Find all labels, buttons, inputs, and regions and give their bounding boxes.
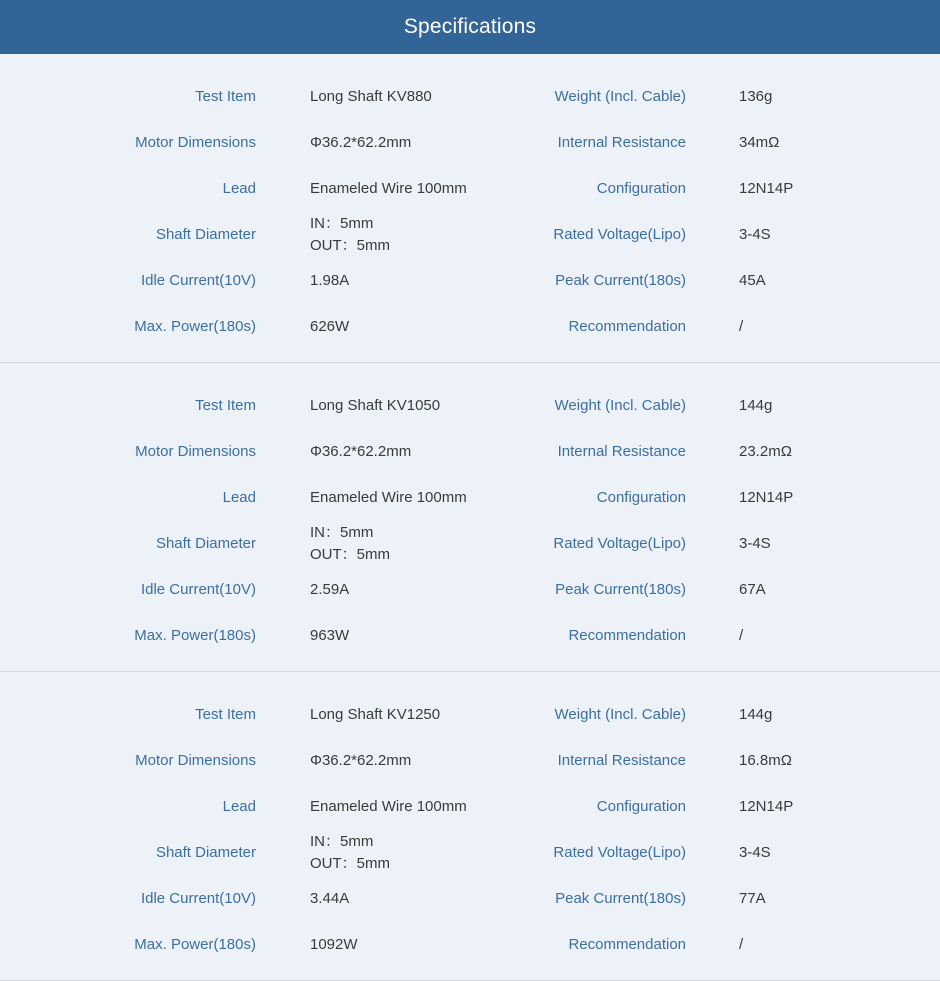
spec-value-line: 626W bbox=[310, 318, 350, 335]
spec-value: 23.2mΩ bbox=[739, 443, 792, 460]
spec-value-line: 3.44A bbox=[310, 890, 350, 907]
spec-label: Configuration bbox=[596, 180, 686, 197]
spec-section bbox=[0, 54, 940, 363]
spec-label: Internal Resistance bbox=[557, 443, 686, 460]
spec-value: 12N14P bbox=[739, 489, 794, 506]
spec-label: Test Item bbox=[195, 706, 256, 723]
spec-label: Idle Current(10V) bbox=[140, 581, 256, 598]
spec-label: Lead bbox=[222, 798, 256, 815]
spec-value-line: IN：5mm bbox=[310, 833, 374, 850]
spec-label: Shaft Diameter bbox=[155, 844, 256, 861]
spec-label: Idle Current(10V) bbox=[140, 890, 256, 907]
spec-value-line: 1.98A bbox=[310, 272, 350, 289]
spec-row bbox=[0, 475, 940, 521]
spec-label: Max. Power(180s) bbox=[134, 936, 256, 953]
spec-value-line: OUT：5mm bbox=[310, 546, 390, 563]
spec-value-line: Φ36.2*62.2mm bbox=[310, 752, 412, 769]
spec-row bbox=[0, 212, 940, 258]
spec-row bbox=[0, 166, 940, 212]
spec-row bbox=[0, 521, 940, 567]
spec-value: 34mΩ bbox=[739, 134, 780, 151]
spec-row bbox=[0, 304, 940, 350]
spec-row bbox=[0, 738, 940, 784]
spec-value-line: Enameled Wire 100mm bbox=[310, 489, 467, 506]
spec-section bbox=[0, 672, 940, 981]
spec-row bbox=[0, 429, 940, 475]
spec-value-line: OUT：5mm bbox=[310, 855, 390, 872]
spec-value-line: 1092W bbox=[310, 936, 358, 953]
spec-label: Configuration bbox=[596, 489, 686, 506]
spec-label: Recommendation bbox=[568, 936, 686, 953]
spec-label: Motor Dimensions bbox=[135, 134, 256, 151]
spec-value: / bbox=[739, 627, 744, 644]
spec-value: 16.8mΩ bbox=[739, 752, 792, 769]
spec-row bbox=[0, 784, 940, 830]
spec-label: Weight (Incl. Cable) bbox=[554, 397, 686, 414]
spec-value-line: IN：5mm bbox=[310, 524, 374, 541]
spec-label: Recommendation bbox=[568, 318, 686, 335]
spec-label: Rated Voltage(Lipo) bbox=[553, 844, 686, 861]
spec-label: Max. Power(180s) bbox=[134, 318, 256, 335]
spec-value-line: Long Shaft KV1250 bbox=[310, 706, 441, 723]
spec-label: Internal Resistance bbox=[557, 134, 686, 151]
spec-value: / bbox=[739, 318, 744, 335]
specifications-header bbox=[0, 0, 940, 54]
spec-value-line: OUT：5mm bbox=[310, 237, 390, 254]
spec-row bbox=[0, 383, 940, 429]
spec-value-line: 963W bbox=[310, 627, 350, 644]
spec-value-line: Enameled Wire 100mm bbox=[310, 798, 467, 815]
spec-value-line: Φ36.2*62.2mm bbox=[310, 134, 412, 151]
spec-value-line: Φ36.2*62.2mm bbox=[310, 443, 412, 460]
spec-value: 12N14P bbox=[739, 798, 794, 815]
spec-row bbox=[0, 692, 940, 738]
spec-row bbox=[0, 922, 940, 968]
spec-label: Motor Dimensions bbox=[135, 443, 256, 460]
spec-label: Rated Voltage(Lipo) bbox=[553, 226, 686, 243]
spec-label: Max. Power(180s) bbox=[134, 627, 256, 644]
spec-label: Test Item bbox=[195, 88, 256, 105]
spec-label: Internal Resistance bbox=[557, 752, 686, 769]
spec-value: 3-4S bbox=[739, 535, 771, 552]
spec-label: Test Item bbox=[195, 397, 256, 414]
spec-value-line: Long Shaft KV880 bbox=[310, 88, 432, 105]
spec-label: Peak Current(180s) bbox=[555, 890, 686, 907]
spec-value: 3-4S bbox=[739, 844, 771, 861]
spec-row bbox=[0, 120, 940, 166]
spec-label: Idle Current(10V) bbox=[140, 272, 256, 289]
spec-label: Motor Dimensions bbox=[135, 752, 256, 769]
spec-value-line: Enameled Wire 100mm bbox=[310, 180, 467, 197]
spec-label: Recommendation bbox=[568, 627, 686, 644]
spec-row bbox=[0, 567, 940, 613]
spec-value-line: Long Shaft KV1050 bbox=[310, 397, 441, 414]
spec-label: Peak Current(180s) bbox=[555, 272, 686, 289]
spec-label: Lead bbox=[222, 489, 256, 506]
spec-value-line: 2.59A bbox=[310, 581, 350, 598]
spec-value: 67A bbox=[739, 581, 766, 598]
page-title: Specifications bbox=[403, 15, 537, 38]
spec-label: Peak Current(180s) bbox=[555, 581, 686, 598]
spec-value: 12N14P bbox=[739, 180, 794, 197]
spec-label: Weight (Incl. Cable) bbox=[554, 706, 686, 723]
spec-value: 77A bbox=[739, 890, 766, 907]
spec-value: / bbox=[739, 936, 744, 953]
spec-label: Shaft Diameter bbox=[155, 535, 256, 552]
spec-label: Rated Voltage(Lipo) bbox=[553, 535, 686, 552]
spec-row bbox=[0, 74, 940, 120]
spec-value: 45A bbox=[739, 272, 766, 289]
spec-row bbox=[0, 830, 940, 876]
spec-label: Lead bbox=[222, 180, 256, 197]
spec-value: 144g bbox=[739, 397, 773, 414]
spec-value-line: IN：5mm bbox=[310, 215, 374, 232]
spec-label: Configuration bbox=[596, 798, 686, 815]
spec-section bbox=[0, 363, 940, 672]
spec-row bbox=[0, 613, 940, 659]
spec-value: 3-4S bbox=[739, 226, 771, 243]
spec-value: 144g bbox=[739, 706, 773, 723]
spec-row bbox=[0, 876, 940, 922]
spec-label: Shaft Diameter bbox=[155, 226, 256, 243]
spec-row bbox=[0, 258, 940, 304]
spec-label: Weight (Incl. Cable) bbox=[554, 88, 686, 105]
spec-value: 136g bbox=[739, 88, 773, 105]
